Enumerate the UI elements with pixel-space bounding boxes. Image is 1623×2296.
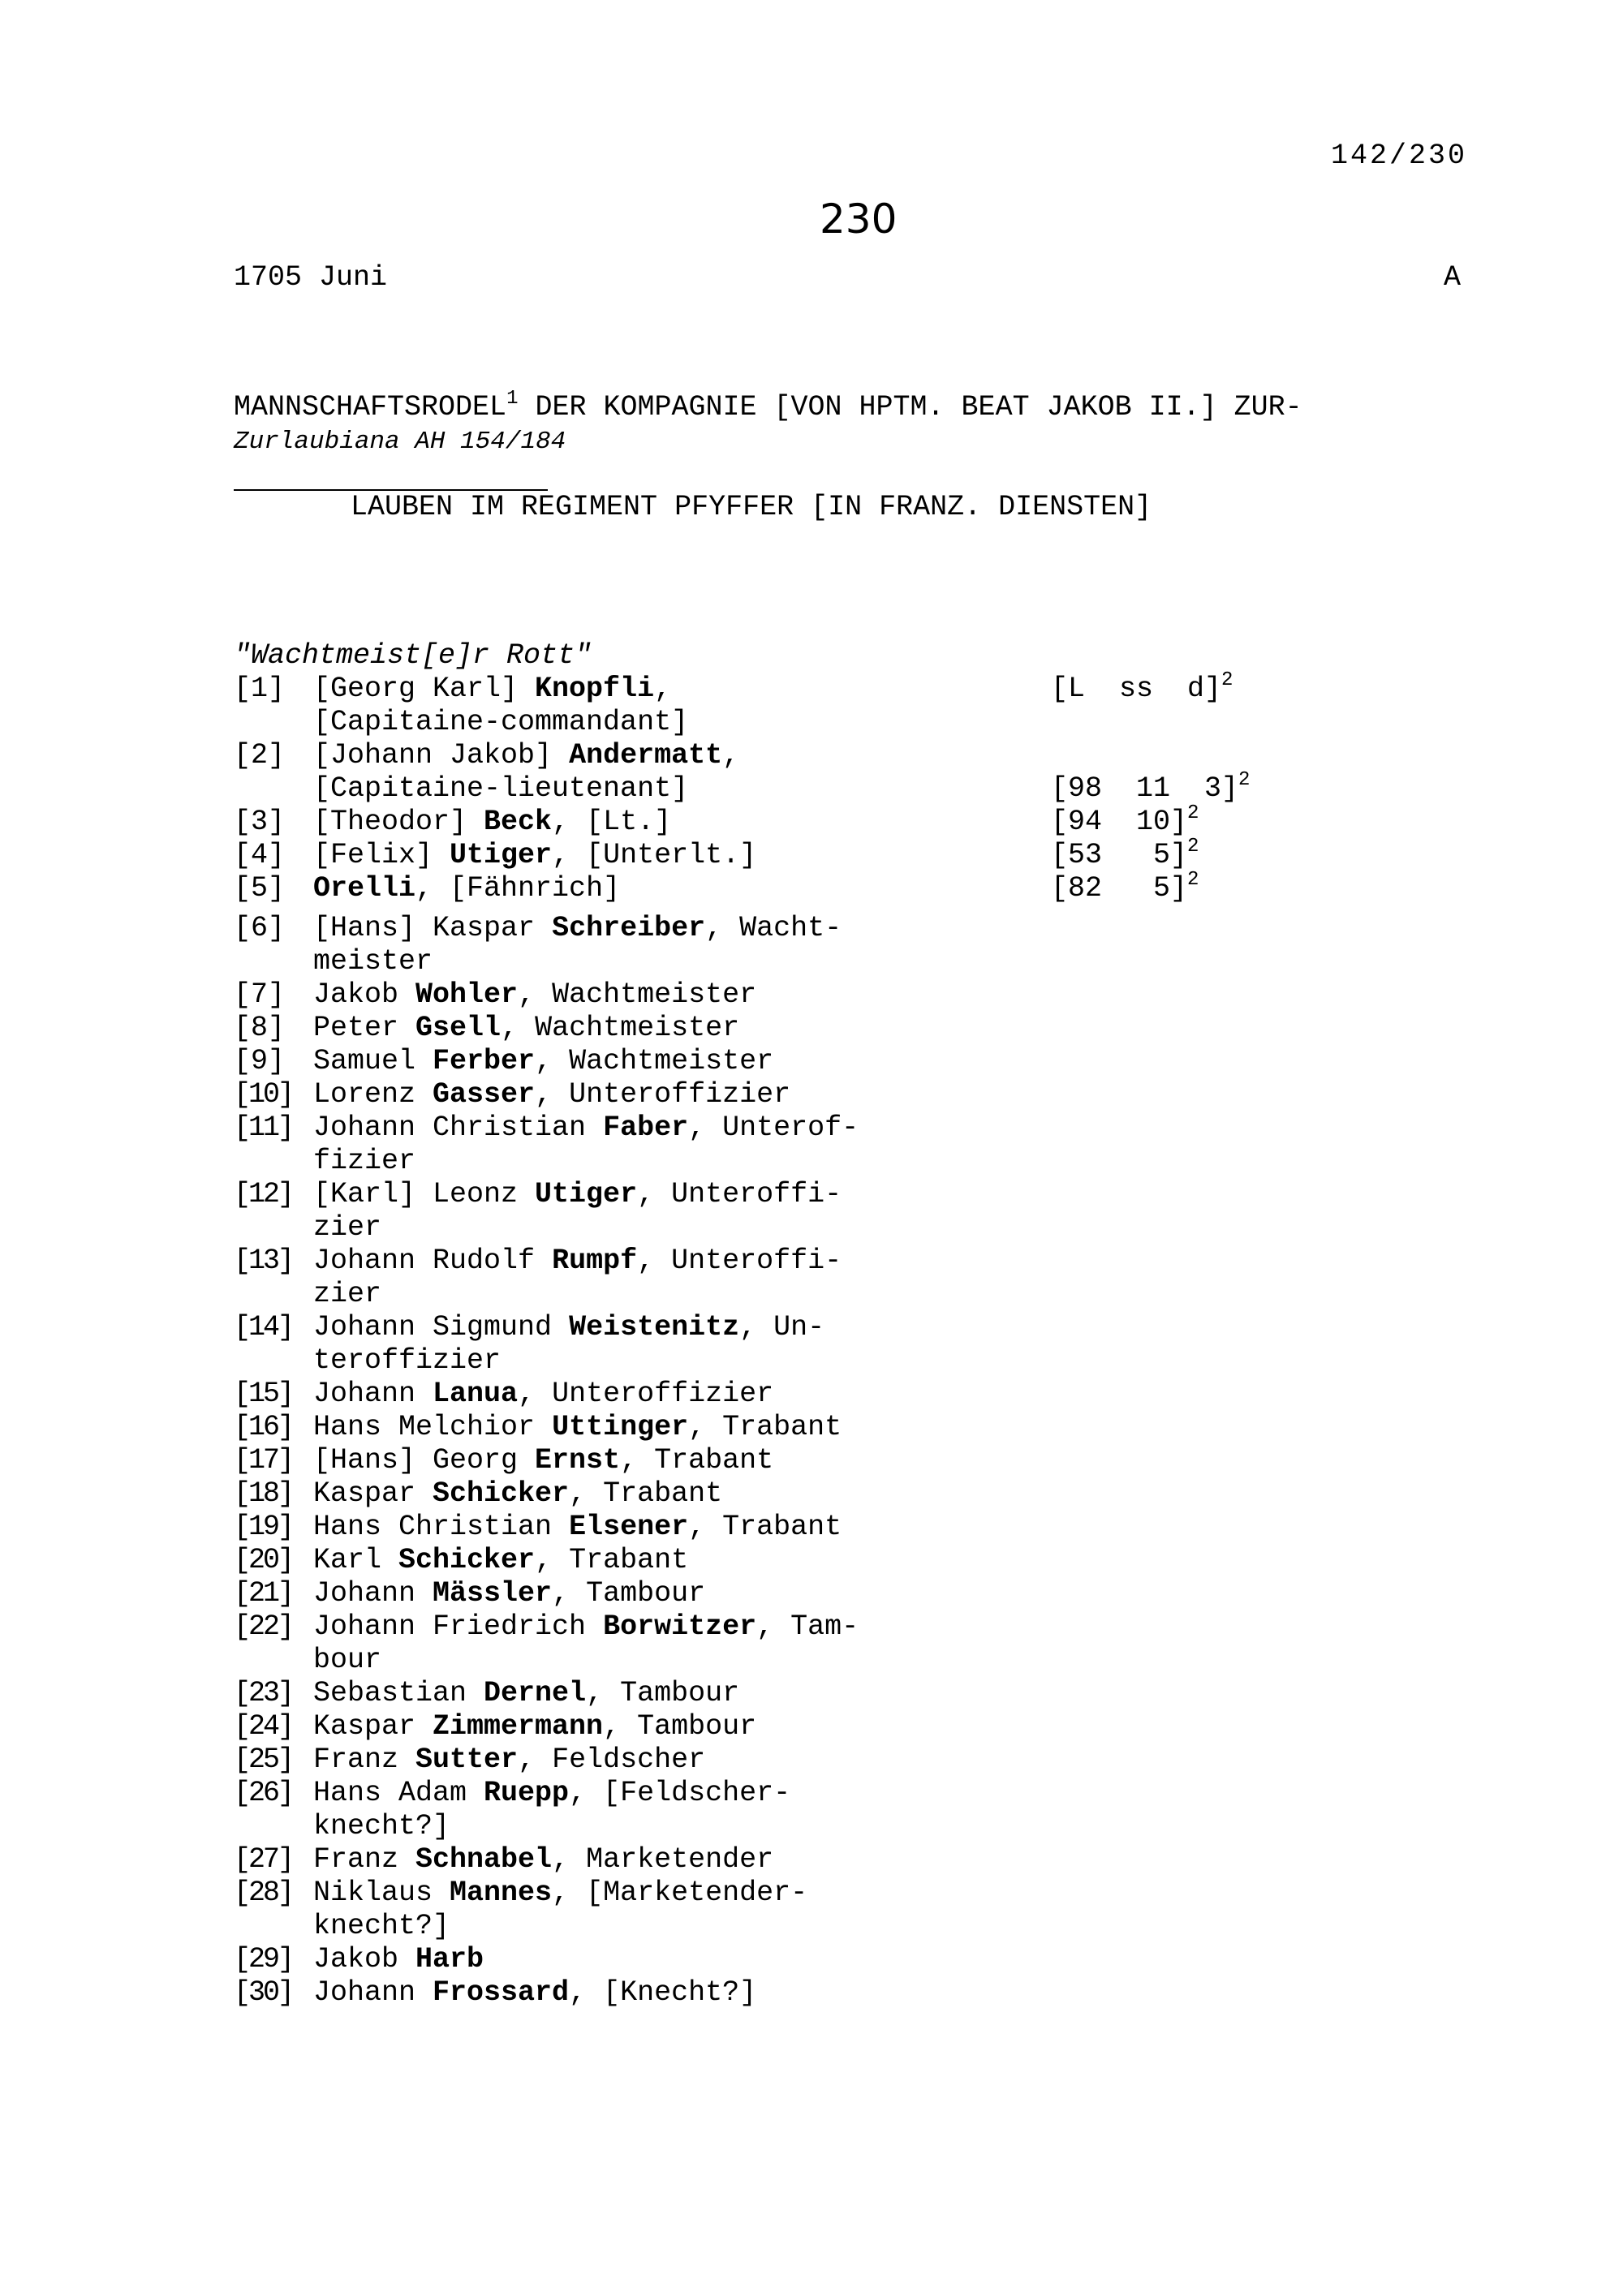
- pay-amount: [1051, 802, 1199, 839]
- roster-entry: [234, 1045, 859, 1078]
- pay-amount: [1051, 769, 1251, 806]
- role: , Trabant: [620, 1444, 774, 1477]
- entry-number: [20]: [234, 1544, 293, 1576]
- officers-table: [234, 540, 1251, 905]
- given-name: Kaspar: [313, 1477, 433, 1510]
- given-name: Lorenz: [313, 1078, 433, 1111]
- rank: ,: [722, 739, 740, 772]
- surname: Gsell: [415, 1012, 502, 1044]
- surname: Ferber: [433, 1045, 536, 1077]
- surname: Wohler: [415, 978, 519, 1011]
- roster-entry: [234, 1477, 859, 1511]
- roster-entry: [234, 1511, 859, 1544]
- entry-number: [24]: [234, 1710, 293, 1743]
- surname: Weistenitz: [569, 1311, 740, 1344]
- rank: ,: [654, 673, 672, 705]
- officer-row: [234, 836, 1199, 872]
- footnote-ref: 2: [1187, 802, 1199, 824]
- source-reference: Zurlaubiana AH 154/184: [234, 428, 566, 456]
- officer-row: [234, 739, 740, 772]
- surname: Schicker: [433, 1477, 570, 1510]
- entry-number: [10]: [234, 1078, 293, 1111]
- title-text: MANNSCHAFTSRODEL: [234, 391, 507, 424]
- entry-number: [4]: [234, 839, 286, 871]
- entry-number: [5]: [234, 872, 286, 905]
- roster-entry: [234, 1976, 859, 2010]
- entry-text: [234, 1045, 859, 1078]
- title-line-1: [234, 388, 1500, 424]
- entry-text: [234, 1577, 859, 1610]
- roster-entry: [234, 1677, 859, 1710]
- entry-number: [25]: [234, 1743, 293, 1776]
- officer-name: [313, 839, 756, 872]
- roster-entry: [234, 1078, 859, 1111]
- name-prefix: [Capitaine-commandant]: [313, 706, 689, 738]
- roster-entry: [234, 912, 859, 978]
- page-reference: 142/230: [1331, 140, 1468, 172]
- entry-number: [11]: [234, 1111, 293, 1144]
- surname: Andermatt: [569, 739, 723, 772]
- surname: Schnabel: [415, 1843, 553, 1876]
- role: , Unteroffizier: [518, 1378, 774, 1410]
- footnote-ref: 2: [1238, 769, 1251, 791]
- given-name: Hans Melchior: [313, 1411, 553, 1443]
- entry-text: [234, 1976, 859, 2010]
- entry-text: [234, 978, 859, 1012]
- role: , Tambour: [586, 1677, 740, 1709]
- surname: Utiger: [450, 839, 553, 871]
- roster-entry: [234, 1577, 859, 1610]
- given-name: Sebastian: [313, 1677, 484, 1709]
- roster-entry: [234, 1311, 859, 1378]
- document-letter: A: [1444, 261, 1462, 294]
- entry-text: [234, 1610, 859, 1677]
- given-name: Johann Christian: [313, 1111, 604, 1144]
- entry-text: [234, 1178, 859, 1245]
- entry-number: [18]: [234, 1477, 293, 1510]
- roster-entry: [234, 1411, 859, 1444]
- surname: Utiger: [535, 1178, 638, 1210]
- entry-text: [234, 1743, 859, 1777]
- entry-text: [234, 1311, 859, 1378]
- entry-number: [27]: [234, 1843, 293, 1876]
- footnote-ref: 1: [506, 388, 519, 410]
- entry-number: [22]: [234, 1610, 293, 1643]
- roster-entry: [234, 978, 859, 1012]
- surname: Ernst: [535, 1444, 621, 1477]
- surname: Schicker: [398, 1544, 536, 1576]
- role: , Marketender: [552, 1843, 774, 1876]
- name-prefix: [Theodor]: [313, 806, 484, 838]
- officer-name: [313, 673, 671, 706]
- entry-text: [234, 1877, 859, 1943]
- roster-entry: [234, 1877, 859, 1943]
- footnote-ref: 2: [1187, 836, 1199, 858]
- entry-text: [234, 1544, 859, 1577]
- entry-text: [234, 1111, 859, 1178]
- entry-number: [16]: [234, 1411, 293, 1443]
- roster-entry: [234, 1544, 859, 1577]
- given-name: Hans Adam: [313, 1777, 484, 1809]
- entry-number: [15]: [234, 1378, 293, 1410]
- surname: Elsener: [569, 1511, 689, 1543]
- surname: Mannes: [450, 1877, 553, 1909]
- entry-number: [8]: [234, 1012, 286, 1044]
- given-name: Peter: [313, 1012, 416, 1044]
- given-name: Johann: [313, 1577, 433, 1610]
- roster-entry: [234, 1610, 859, 1677]
- officer-row: [234, 869, 1199, 905]
- roster-entry: [234, 1710, 859, 1743]
- title-text-cont: DER KOMPAGNIE [VON HPTM. BEAT JAKOB II.] ZUR-: [518, 391, 1302, 424]
- entry-text: [234, 1378, 859, 1411]
- surname: Beck: [484, 806, 553, 838]
- entry-number: [6]: [234, 912, 286, 944]
- roster-list: [234, 912, 859, 2010]
- role: , Trabant: [688, 1411, 842, 1443]
- entry-text: [234, 1245, 859, 1311]
- role: , Wachtmeister: [535, 1045, 774, 1077]
- section-heading: "Wachtmeist[e]r Rott": [234, 639, 592, 672]
- entry-text: [234, 1012, 859, 1045]
- entry-text: [234, 1411, 859, 1444]
- officer-row: [234, 706, 689, 739]
- given-name: Niklaus: [313, 1877, 450, 1909]
- role: , Wachtmeister: [501, 1012, 740, 1044]
- pay-amount: [1051, 869, 1199, 905]
- name-prefix: [Capitaine-lieutenant]: [313, 772, 689, 805]
- surname: Sutter: [415, 1743, 519, 1776]
- surname: Faber: [603, 1111, 689, 1144]
- entry-number: [14]: [234, 1311, 293, 1344]
- amount-text: [53 5]: [1051, 839, 1188, 871]
- surname: Zimmermann: [433, 1710, 604, 1743]
- roster-entry: [234, 1378, 859, 1411]
- role: , Un- teroffizier: [313, 1311, 825, 1377]
- entry-text: [234, 912, 859, 978]
- entry-number: [21]: [234, 1577, 293, 1610]
- role: , [Knecht?]: [569, 1976, 757, 2009]
- surname: Ruepp: [484, 1777, 570, 1809]
- entry-number: [9]: [234, 1045, 286, 1077]
- officer-name: [313, 706, 688, 739]
- role: , Unteroffi- zier: [313, 1245, 842, 1310]
- entry-text: [234, 1511, 859, 1544]
- role: , Unteroffizier: [535, 1078, 791, 1111]
- entry-number: [17]: [234, 1444, 293, 1477]
- role: , Trabant: [569, 1477, 723, 1510]
- separator-rule: [234, 489, 548, 491]
- entry-number: [30]: [234, 1976, 293, 2009]
- given-name: Franz: [313, 1843, 416, 1876]
- given-name: Jakob: [313, 1943, 416, 1976]
- surname: Harb: [415, 1943, 484, 1976]
- surname: Borwitzer: [603, 1610, 757, 1643]
- name-prefix: [Felix]: [313, 839, 450, 871]
- given-name: Johann Sigmund: [313, 1311, 570, 1344]
- footnote-ref: 2: [1187, 869, 1199, 891]
- entry-text: [234, 1677, 859, 1710]
- role: , Trabant: [535, 1544, 689, 1576]
- entry-text: [234, 1710, 859, 1743]
- roster-entry: [234, 1943, 859, 1976]
- entry-number: [28]: [234, 1877, 293, 1909]
- officer-row: [234, 769, 1251, 806]
- role: , Tambour: [552, 1577, 706, 1610]
- given-name: Hans Christian: [313, 1511, 570, 1543]
- role: , Unteroffi- zier: [313, 1178, 842, 1244]
- entry-number: [2]: [234, 739, 286, 772]
- role: , [Marketender- knecht?]: [313, 1877, 808, 1942]
- footnote-ref: 2: [1221, 669, 1233, 691]
- entry-text: [234, 1777, 859, 1843]
- rank: , [Unterlt.]: [552, 839, 757, 871]
- officer-name: [313, 772, 688, 806]
- officer-name: [313, 872, 620, 905]
- surname: Orelli: [313, 872, 416, 905]
- surname: Knopfli: [535, 673, 655, 705]
- title-line-2: LAUBEN IM REGIMENT PFYFFER [IN FRANZ. DIENSTEN]: [351, 491, 1152, 523]
- given-name: Jakob: [313, 978, 416, 1011]
- role: , Wachtmeister: [518, 978, 757, 1011]
- surname: Schreiber: [552, 912, 706, 944]
- role: , Tambour: [603, 1710, 757, 1743]
- entry-number: [12]: [234, 1178, 293, 1210]
- role: , Feldscher: [518, 1743, 706, 1776]
- entry-number: [29]: [234, 1943, 293, 1976]
- entry-text: [234, 1444, 859, 1477]
- surname: Frossard: [433, 1976, 570, 2009]
- given-name: Kaspar: [313, 1710, 433, 1743]
- entry-number: [1]: [234, 673, 286, 705]
- given-name: Johann Rudolf: [313, 1245, 553, 1277]
- roster-entry: [234, 1245, 859, 1311]
- role: , [Feldscher- knecht?]: [313, 1777, 791, 1842]
- entry-text: [234, 1078, 859, 1111]
- officer-name: [313, 806, 671, 839]
- surname: Mässler: [433, 1577, 553, 1610]
- given-name: Johann: [313, 1976, 433, 2009]
- name-prefix: [Johann Jakob]: [313, 739, 570, 772]
- officer-row: [234, 802, 1199, 839]
- surname: Uttinger: [552, 1411, 689, 1443]
- given-name: [Hans] Georg: [313, 1444, 536, 1477]
- pay-amount: [1051, 836, 1199, 872]
- roster-entry: [234, 1777, 859, 1843]
- roster-entry: [234, 1012, 859, 1045]
- role: , Wacht- meister: [313, 912, 842, 978]
- entry-number: [26]: [234, 1777, 293, 1809]
- role: , Unterof- fizier: [313, 1111, 859, 1177]
- entry-number: [23]: [234, 1677, 293, 1709]
- roster-entry: [234, 1743, 859, 1777]
- currency-header: [1051, 669, 1233, 706]
- roster-entry: [234, 1178, 859, 1245]
- entry-text: [234, 1943, 859, 1976]
- given-name: Karl: [313, 1544, 399, 1576]
- name-prefix: [Georg Karl]: [313, 673, 536, 705]
- amount-text: [98 11 3]: [1051, 772, 1239, 805]
- given-name: [Karl] Leonz: [313, 1178, 536, 1210]
- entry-number: [13]: [234, 1245, 293, 1277]
- amount-text: [82 5]: [1051, 872, 1188, 905]
- surname: Dernel: [484, 1677, 587, 1709]
- roster-entry: [234, 1111, 859, 1178]
- roster-entry: [234, 1444, 859, 1477]
- role: , Trabant: [688, 1511, 842, 1543]
- document-number: 230: [820, 196, 898, 243]
- amount-text: [94 10]: [1051, 806, 1188, 838]
- entry-number: [7]: [234, 978, 286, 1011]
- currency-header-text: [L ss d]: [1051, 673, 1222, 705]
- role: , Tam- bour: [313, 1610, 859, 1676]
- given-name: Samuel: [313, 1045, 433, 1077]
- given-name: Johann: [313, 1378, 433, 1410]
- surname: Lanua: [433, 1378, 519, 1410]
- roster-entry: [234, 1843, 859, 1877]
- entry-number: [3]: [234, 806, 286, 838]
- entry-text: [234, 1477, 859, 1511]
- entry-text: [234, 1843, 859, 1877]
- surname: Rumpf: [552, 1245, 638, 1277]
- given-name: Johann Friedrich: [313, 1610, 604, 1643]
- officer-row: [234, 673, 672, 706]
- document-date: 1705 Juni: [234, 261, 388, 294]
- entry-number: [19]: [234, 1511, 293, 1543]
- rank: , [Fähnrich]: [415, 872, 621, 905]
- surname: Gasser: [433, 1078, 536, 1111]
- given-name: [Hans] Kaspar: [313, 912, 553, 944]
- officer-name: [313, 739, 739, 772]
- rank: , [Lt.]: [552, 806, 672, 838]
- given-name: Franz: [313, 1743, 416, 1776]
